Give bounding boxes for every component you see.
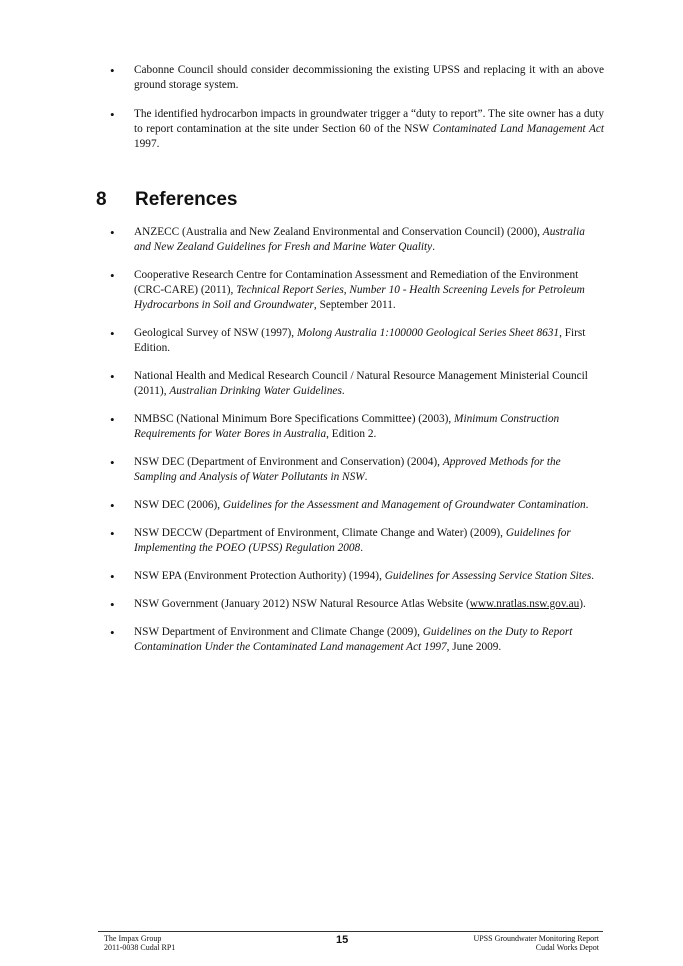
reference-text: , September 2011. (313, 299, 396, 311)
footer-right (473, 934, 599, 952)
italic-title-text: Minimum Construction Requirements for Water Bores in Australia (134, 413, 560, 440)
reference-text: ANZECC (Australia and New Zealand Environmental and Conservation Council) (2000), (134, 226, 543, 238)
reference-item (104, 569, 604, 584)
footer-site-name: Cudal Works Depot (535, 943, 599, 952)
reference-text: The identified hydrocarbon impacts in groundwater trigger a “duty to report”. The site owner has a duty to report contamination at the site under Section 60 of the NSW (134, 108, 604, 135)
reference-text: NMBSC (National Minimum Bore Specifications Committee) (2003), (134, 413, 455, 425)
italic-title-text: Contaminated Land Management Act (432, 123, 604, 135)
italic-title-text: Guidelines for Assessing Service Station Sites (384, 570, 592, 582)
footer-divider (98, 931, 603, 932)
reference-item (104, 625, 604, 655)
reference-item (104, 412, 604, 442)
reference-text: ). (579, 598, 586, 610)
italic-title-text: Approved Methods for the Sampling and Analysis of Water Pollutants in NSW (134, 456, 561, 483)
reference-item (104, 268, 604, 313)
reference-text: NSW DEC (Department of Environment and Conservation) (2004), (134, 456, 443, 468)
italic-title-text: Guidelines on the Duty to Report Contamination Under the Contaminated Land management Act 1997 (134, 626, 573, 653)
reference-text: NSW DECCW (Department of Environment, Climate Change and Water) (2009), (134, 527, 506, 539)
italic-title-text: Guidelines for Implementing the POEO (UPSS) Regulation 2008 (134, 527, 571, 554)
reference-text: . (360, 542, 364, 554)
conclusion-bullet-list (104, 63, 604, 166)
reference-item (104, 597, 604, 612)
reference-text: . (585, 499, 589, 511)
reference-text: , First Edition. (134, 327, 586, 354)
reference-item (104, 326, 604, 356)
reference-text: NSW Government (January 2012) NSW Natural Resource Atlas Website ( (134, 598, 470, 610)
reference-text: . (591, 570, 595, 582)
reference-text: NSW DEC (2006), (134, 499, 223, 511)
italic-title-text: Australian Drinking Water Guidelines (169, 385, 342, 397)
reference-text: Cooperative Research Centre for Contamination Assessment and Remediation of the Environment (CRC-CARE) (2011), (134, 269, 579, 296)
italic-title-text: Guidelines for the Assessment and Management of Groundwater Contamination (222, 499, 586, 511)
italic-title-text: Technical Report Series, Number 10 - Health Screening Levels for Petroleum Hydrocarbons in Soil and Groundwater (134, 284, 585, 311)
section-number: 8 (96, 189, 107, 210)
reference-text: Geological Survey of NSW (1997), (134, 327, 297, 339)
references-list (104, 225, 604, 668)
reference-item (104, 225, 604, 255)
website-link[interactable]: www.nratlas.nsw.gov.au (469, 598, 580, 610)
reference-text: Cabonne Council should consider decommissioning the existing UPSS and replacing it with an above ground storage system. (134, 64, 604, 91)
reference-item (104, 369, 604, 399)
reference-text: . (432, 241, 436, 253)
footer-company: The Impax Group (104, 934, 162, 943)
reference-text: NSW EPA (Environment Protection Authority) (1994), (134, 570, 385, 582)
reference-text: National Health and Medical Research Council / Natural Resource Management Ministerial Council (2011), (134, 370, 588, 397)
section-heading (96, 189, 237, 211)
footer-report-code: 2011-0038 Cudal RP1 (104, 943, 176, 952)
reference-text: . (341, 385, 345, 397)
reference-text: . (364, 471, 368, 483)
reference-item (104, 455, 604, 485)
reference-item (104, 526, 604, 556)
reference-text: , June 2009. (446, 641, 502, 653)
bullet-item (104, 63, 604, 93)
italic-title-text: Australia and New Zealand Guidelines for Fresh and Marine Water Quality (134, 226, 585, 253)
reference-text: 1997. (134, 138, 160, 150)
bullet-item (104, 107, 604, 152)
section-title: References (135, 189, 238, 210)
footer-report-title: UPSS Groundwater Monitoring Report (473, 934, 599, 943)
reference-item (104, 498, 604, 513)
page-number: 15 (336, 934, 349, 946)
reference-text: NSW Department of Environment and Climate Change (2009), (134, 626, 423, 638)
reference-text: , Edition 2. (326, 428, 377, 440)
italic-title-text: Molong Australia 1:100000 Geological Series Sheet 8631 (296, 327, 560, 339)
footer-left (104, 934, 175, 952)
